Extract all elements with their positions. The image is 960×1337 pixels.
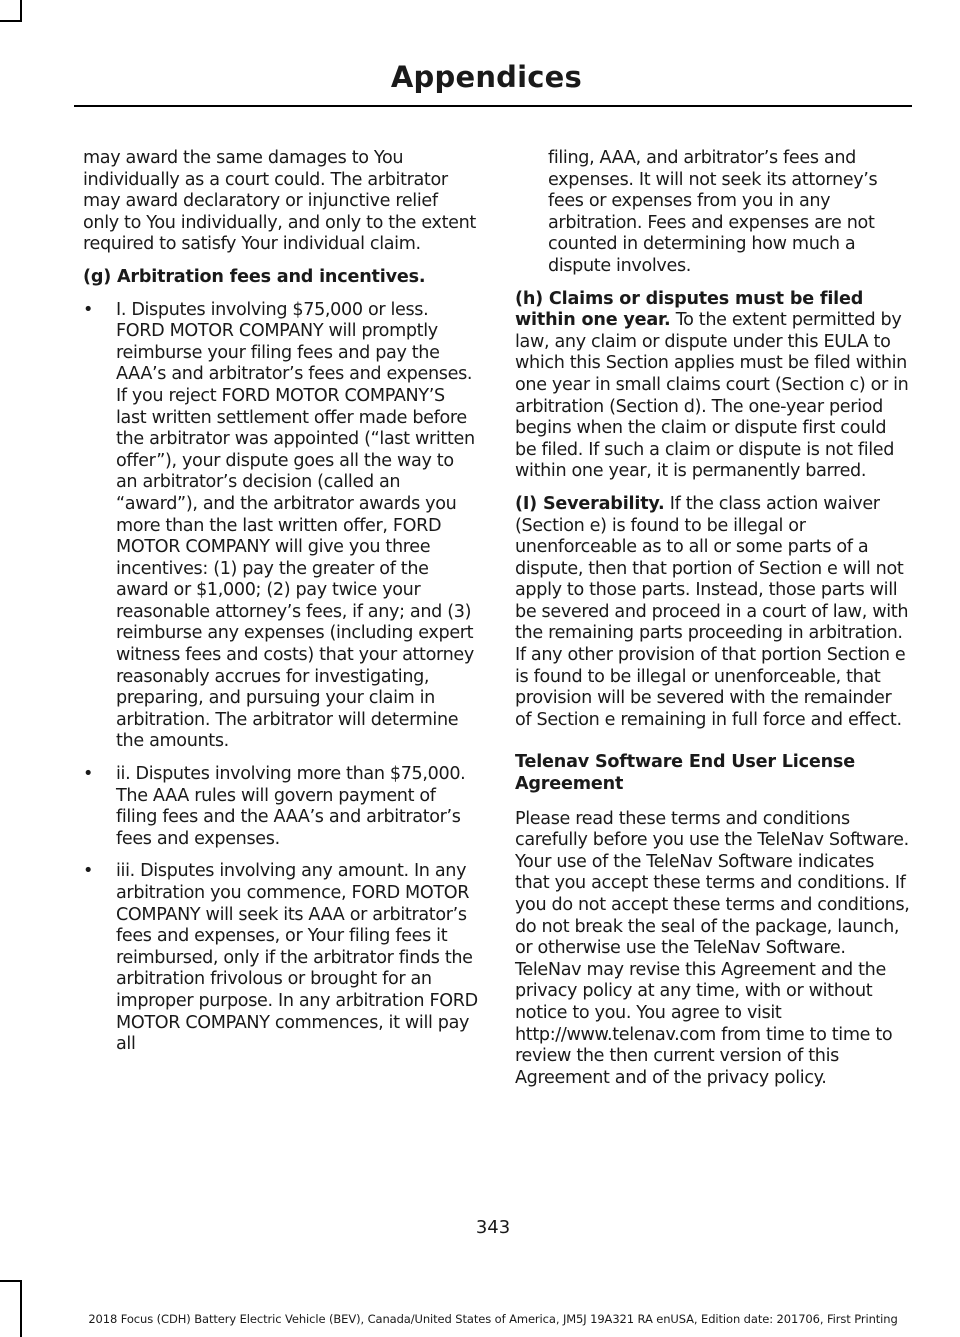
telenav-heading: Telenav Software End User License Agreement — [515, 752, 855, 795]
section-g-heading: (g) Arbitration fees and incentives. — [83, 266, 426, 287]
bullet-icon: • — [83, 299, 94, 320]
fees-bullet-list — [83, 300, 478, 1056]
footer-text: 2018 Focus (CDH) Battery Electric Vehicle (BEV), Canada/United States of America, JM5J 19A321 RA enUSA, Edition date: 201706, First Printing — [88, 1312, 898, 1326]
section-h-paragraph — [515, 289, 910, 483]
crop-mark-top-left-vertical — [20, 0, 22, 22]
bullet-continuation: filing, AAA, and arbitrator’s fees and expenses. It will not seek its attorney’s fees or expenses from you in any arbitration. Fees and expenses are not counted in determining how much a dispute involves. — [548, 148, 878, 276]
bullet-icon: • — [83, 764, 94, 785]
crop-mark-bottom-left-vertical — [20, 1280, 22, 1337]
section-i-paragraph — [515, 494, 910, 732]
header-divider — [74, 105, 912, 107]
list-item — [83, 764, 478, 850]
section-h-heading: (h) Claims or disputes must be filed within one year. — [515, 288, 864, 331]
left-column — [83, 148, 478, 1067]
section-i-text: If the class action waiver (Section e) is found to be illegal or unenforceable as to all or some parts of a dispute, then that portion of Section e will not apply to those parts. Instead, those parts will be severed and proceed in a court of law, with the remaining parts proceeding in arbitration. If any other provision of that portion Section e is found to be illegal or unenforceable, that provision will be severed with the remainder of Section e remaining in full force and effect. — [515, 493, 909, 730]
page-title: Appendices — [390, 60, 582, 94]
intro-paragraph: may award the same damages to You individually as a court could. The arbitrator may award declaratory or injunctive relief only to You individually, and only to the extent required to satisfy Your individual claim. — [83, 148, 476, 255]
bullet-icon: • — [83, 861, 94, 882]
crop-mark-bottom-left-horizontal — [0, 1280, 22, 1282]
page-number: 343 — [475, 1217, 511, 1238]
bullet-text: iii. Disputes involving any amount. In any arbitration you commence, FORD MOTOR COMPANY will seek its AAA or arbitrator’s fees and expenses, or Your filing fees it reimbursed, only if the arbitrator finds the arbitration frivolous or brought for an improper purpose. In any arbitration FORD MOTOR COMPANY commences, it will pay all — [116, 861, 478, 1055]
list-item — [83, 861, 478, 1055]
crop-mark-top-left-horizontal — [0, 20, 22, 22]
section-i-heading: (I) Severability. — [515, 493, 665, 514]
right-column — [515, 148, 910, 1089]
section-h-text: To the extent permitted by law, any claim or dispute under this EULA to which this Section applies must be filed within one year in small claims court (Section c) or in arbitration (Section d). The one-year period begins when the claim or dispute first could be filed. If such a claim or dispute is not filed within one year, it is permanently barred. — [515, 310, 909, 482]
bullet-text: I. Disputes involving $75,000 or less. FORD MOTOR COMPANY will promptly reimburse your filing fees and pay the AAA’s and arbitrator’s fees and expenses. If you reject FORD MOTOR COMPANY’S last written settlement offer made before the arbitrator was appointed (“last written offer”), your dispute goes all the way to an arbitrator’s decision (called an “award”), and the arbitrator awards you more than the last written offer, FORD MOTOR COMPANY will give you three incentives: (1) pay the greater of the award or $1,000; (2) pay twice your reasonable attorney’s fees, if any; and (3) reimburse any expenses (including expert witness fees and costs) that your attorney reasonably accrues for investigating, preparing, and pursuing your claim in arbitration. The arbitrator will determine the amounts. — [116, 299, 475, 752]
telenav-paragraph: Please read these terms and conditions carefully before you use the TeleNav Software. Your use of the TeleNav Software indicates that you accept these terms and conditions. If you do not accept these terms and conditions, do not break the seal of the package, launch, or otherwise use the TeleNav Software. TeleNav may revise this Agreement and the privacy policy at any time, with or without notice to you. You agree to visit http://www.telenav.com from time to time to review the then current version of this Agreement and of the privacy policy. — [515, 808, 910, 1088]
list-item — [83, 300, 478, 753]
bullet-text: ii. Disputes involving more than $75,000. The AAA rules will govern payment of filing fees and the AAA’s and arbitrator’s fees and expenses. — [116, 764, 466, 849]
